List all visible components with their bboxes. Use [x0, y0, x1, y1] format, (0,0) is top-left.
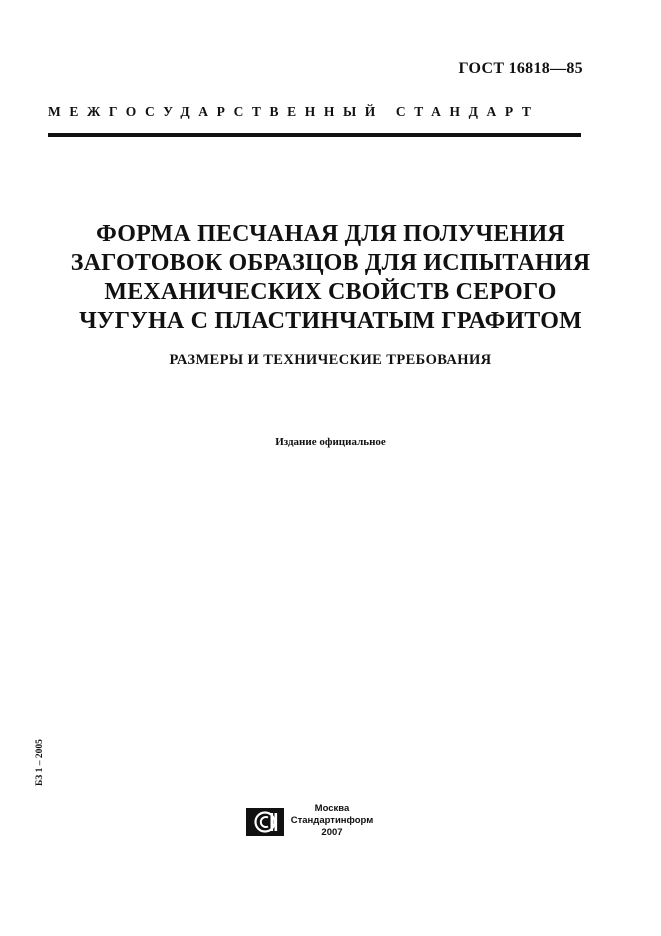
publisher-block [289, 803, 375, 839]
title-line-3: МЕХАНИЧЕСКИХ СВОЙСТВ СЕРОГО [104, 279, 557, 305]
title-line-4: ЧУГУНА С ПЛАСТИНЧАТЫМ ГРАФИТОМ [79, 308, 582, 334]
standartinform-logo-icon [246, 808, 284, 836]
title-line-2: ЗАГОТОВОК ОБРАЗЦОВ ДЛЯ ИСПЫТАНИЯ [70, 250, 591, 276]
standard-type-heading: МЕЖГОСУДАРСТВЕННЫЙ СТАНДАРТ [48, 104, 540, 119]
side-code: БЗ 1 – 2005 [35, 739, 45, 786]
gost-number: ГОСТ 16818—85 [458, 60, 583, 77]
publisher-city: Москва [314, 803, 350, 814]
document-title [40, 220, 621, 336]
header-divider [48, 133, 581, 137]
document-subtitle: РАЗМЕРЫ И ТЕХНИЧЕСКИЕ ТРЕБОВАНИЯ [169, 352, 492, 368]
publisher-name: Стандартинформ [290, 815, 374, 826]
publisher-year: 2007 [321, 827, 343, 838]
edition-label: Издание официальное [275, 436, 386, 448]
title-line-1: ФОРМА ПЕСЧАНАЯ ДЛЯ ПОЛУЧЕНИЯ [96, 221, 565, 247]
